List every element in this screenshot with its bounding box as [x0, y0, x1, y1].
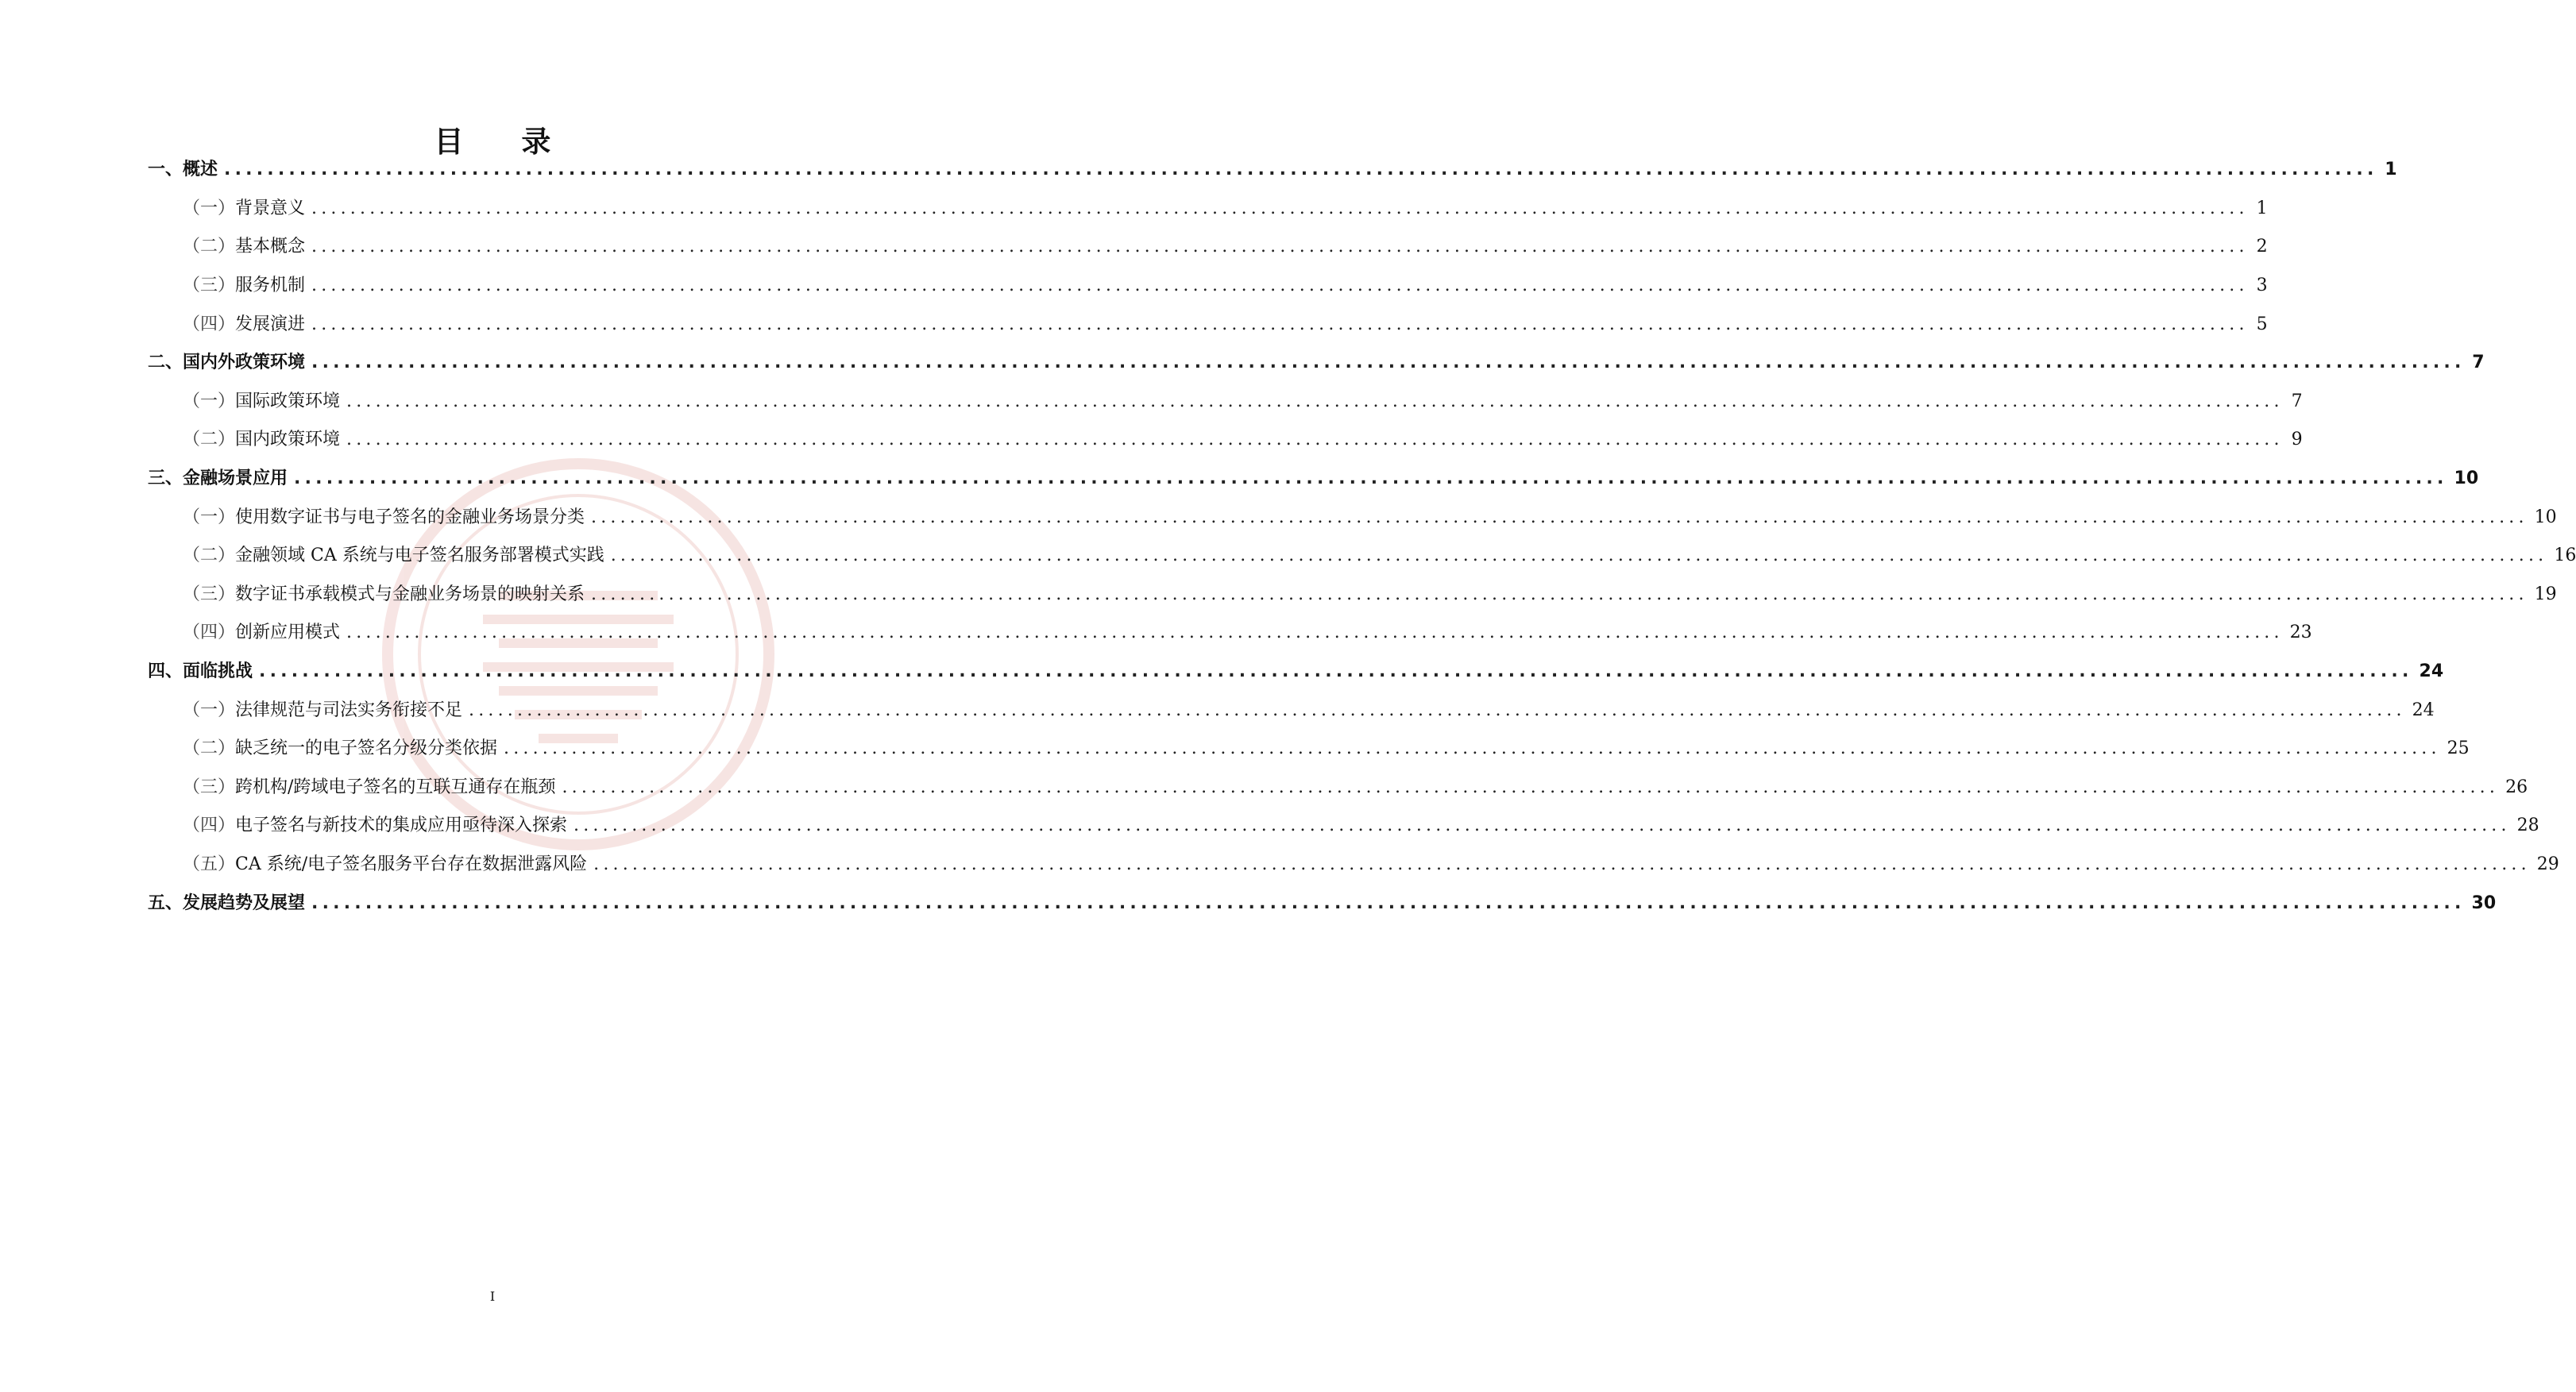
toc-chapter-entry[interactable]: [148, 884, 2497, 923]
toc-entry-number: （二）: [183, 237, 236, 257]
toc-entry-page: 9: [2291, 430, 2303, 450]
toc-entry-title: 国内政策环境: [235, 430, 341, 450]
toc-dot-leader: ........................................................................................................................................................................................................: [610, 546, 2548, 566]
toc-entry-title: 使用数字证书与电子签名的金融业务场景分类: [235, 507, 585, 527]
toc-dot-leader: ........................................................................................................................................................................................................: [294, 468, 2448, 489]
toc-entry-title: 概述: [183, 160, 218, 180]
toc-entry-page: 24: [2419, 661, 2444, 682]
toc-dot-leader: ........................................................................................................................................................................................................: [311, 893, 2466, 913]
toc-dot-leader: ........................................................................................................................................................................................................: [224, 160, 2378, 180]
toc-dot-leader: ........................................................................................................................................................................................................: [346, 430, 2284, 450]
toc-entry-page: 23: [2289, 623, 2312, 643]
toc-entry-title: 背景意义: [235, 198, 306, 218]
toc-entry-number: （一）: [183, 198, 236, 218]
toc-section-entry[interactable]: [148, 769, 2528, 808]
toc-entry-title: 创新应用模式: [235, 623, 341, 643]
toc-entry-number: （二）: [183, 430, 236, 450]
toc-section-entry[interactable]: [148, 267, 2268, 306]
toc-section-entry[interactable]: [148, 190, 2268, 229]
toc-entry-number: （三）: [183, 584, 236, 604]
toc-entry-number: 三、: [148, 468, 183, 489]
toc-dot-leader: ........................................................................................................................................................................................................: [469, 700, 2406, 720]
toc-entry-page: 24: [2412, 700, 2435, 720]
toc-dot-leader: ........................................................................................................................................................................................................: [574, 816, 2511, 836]
toc-section-entry[interactable]: [148, 614, 2312, 653]
toc-entry-title: 国际政策环境: [235, 391, 341, 411]
toc-dot-leader: ........................................................................................................................................................................................................: [346, 391, 2284, 411]
toc-dot-leader: ........................................................................................................................................................................................................: [504, 738, 2441, 759]
toc-dot-leader: ........................................................................................................................................................................................................: [346, 623, 2284, 643]
toc-chapter-entry[interactable]: [148, 460, 2479, 499]
toc-chapter-entry[interactable]: [148, 344, 2485, 383]
toc-section-entry[interactable]: [148, 807, 2539, 846]
toc-entry-number: （一）: [183, 391, 236, 411]
toc-dot-leader: ........................................................................................................................................................................................................: [311, 353, 2466, 373]
toc-entry-number: （四）: [183, 314, 236, 334]
toc-entry-title: 发展演进: [235, 314, 306, 334]
toc-dot-leader: ........................................................................................................................................................................................................: [562, 777, 2500, 797]
toc-entry-page: 2: [2256, 237, 2268, 257]
toc-section-entry[interactable]: [148, 228, 2268, 267]
toc-entry-page: 29: [2536, 854, 2559, 874]
toc-entry-number: 二、: [148, 353, 183, 373]
toc-entry-title: 金融领域 CA 系统与电子签名服务部署模式实践: [235, 546, 604, 566]
toc-dot-leader: ........................................................................................................................................................................................................: [311, 237, 2249, 257]
toc-entry-number: （一）: [183, 700, 236, 720]
toc-section-entry[interactable]: [148, 537, 2576, 576]
toc-section-entry[interactable]: [148, 498, 2557, 537]
toc-chapter-entry[interactable]: [148, 653, 2444, 692]
toc-entry-title: 金融场景应用: [183, 468, 288, 489]
toc-dot-leader: ........................................................................................................................................................................................................: [311, 198, 2249, 218]
toc-entry-page: 7: [2472, 353, 2485, 373]
toc-section-entry[interactable]: [148, 421, 2303, 460]
toc-entry-page: 10: [2534, 507, 2557, 527]
toc-dot-leader: ........................................................................................................................................................................................................: [591, 507, 2528, 527]
toc-chapter-entry[interactable]: [148, 151, 2397, 190]
toc-entry-title: 缺乏统一的电子签名分级分类依据: [235, 738, 498, 759]
toc-entry-title: 国内外政策环境: [183, 353, 306, 373]
toc-entry-number: 一、: [148, 160, 183, 180]
toc-section-entry[interactable]: [148, 846, 2559, 885]
toc-entry-number: （二）: [183, 546, 236, 566]
toc-entry-title: 电子签名与新技术的集成应用亟待深入探索: [235, 816, 568, 836]
toc-entry-page: 25: [2447, 738, 2470, 759]
toc-entry-number: （三）: [183, 276, 236, 296]
toc-entry-number: 四、: [148, 661, 183, 682]
toc-entry-page: 19: [2534, 584, 2557, 604]
toc-entry-number: （四）: [183, 623, 236, 643]
toc-entry-page: 5: [2256, 314, 2268, 334]
toc-entry-title: 面临挑战: [183, 661, 253, 682]
table-of-contents: [148, 151, 2576, 923]
toc-entry-title: CA 系统/电子签名服务平台存在数据泄露风险: [235, 854, 588, 874]
toc-entry-title: 发展趋势及展望: [183, 893, 306, 913]
toc-entry-page: 26: [2505, 777, 2528, 797]
toc-entry-page: 7: [2291, 391, 2303, 411]
toc-entry-title: 跨机构/跨域电子签名的互联互通存在瓶颈: [235, 777, 556, 797]
toc-section-entry[interactable]: [148, 691, 2435, 730]
toc-section-entry[interactable]: [148, 576, 2557, 615]
toc-entry-number: （一）: [183, 507, 236, 527]
toc-entry-title: 基本概念: [235, 237, 306, 257]
toc-entry-number: （五）: [183, 854, 236, 874]
toc-section-entry[interactable]: [148, 305, 2268, 344]
toc-entry-title: 数字证书承载模式与金融业务场景的映射关系: [235, 584, 585, 604]
toc-entry-page: 16: [2554, 546, 2576, 566]
toc-title: 目 录: [434, 124, 575, 159]
toc-entry-number: （二）: [183, 738, 236, 759]
toc-section-entry[interactable]: [148, 383, 2303, 422]
toc-entry-number: 五、: [148, 893, 183, 913]
toc-entry-page: 30: [2471, 893, 2497, 913]
toc-section-entry[interactable]: [148, 730, 2470, 769]
toc-entry-title: 服务机制: [235, 276, 306, 296]
toc-dot-leader: ........................................................................................................................................................................................................: [311, 314, 2249, 334]
toc-dot-leader: ........................................................................................................................................................................................................: [593, 854, 2531, 874]
toc-dot-leader: ........................................................................................................................................................................................................: [259, 661, 2413, 682]
toc-entry-page: 1: [2385, 160, 2397, 180]
toc-dot-leader: ........................................................................................................................................................................................................: [591, 584, 2528, 604]
page-number: I: [489, 1289, 496, 1304]
toc-entry-page: 10: [2454, 468, 2479, 489]
toc-entry-page: 28: [2516, 816, 2539, 836]
toc-dot-leader: ........................................................................................................................................................................................................: [311, 276, 2249, 296]
toc-entry-page: 1: [2256, 198, 2268, 218]
toc-entry-page: 3: [2256, 276, 2268, 296]
toc-entry-number: （三）: [183, 777, 236, 797]
toc-entry-title: 法律规范与司法实务衔接不足: [235, 700, 463, 720]
toc-entry-number: （四）: [183, 816, 236, 836]
